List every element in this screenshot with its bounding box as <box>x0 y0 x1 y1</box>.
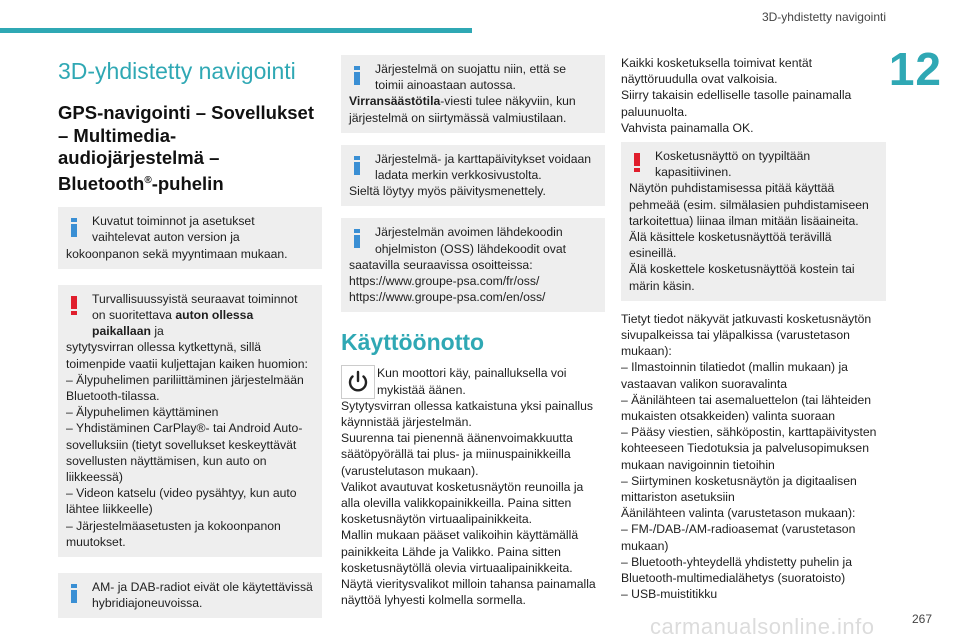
running-head: 3D-yhdistetty navigointi <box>761 10 886 24</box>
info-box-radio <box>58 573 322 618</box>
warning-text-post: ja <box>150 324 164 339</box>
info-icon <box>354 229 360 248</box>
section-title-startup: Käyttöönotto <box>341 329 485 356</box>
info-icon <box>71 218 77 237</box>
warning-box-text: Kosketusnäyttö on tyypiltään kapasitiivinen. <box>655 149 811 180</box>
info-box-text-rest: Sieltä löytyy myös päivitysmenettely. <box>349 184 546 199</box>
subtitle-main: GPS-navigointi – Sovellukset – Multimedia-audiojärjestelmä – Bluetooth <box>58 102 314 194</box>
warning-icon <box>71 296 77 315</box>
warning-box-screen <box>621 142 886 301</box>
sidebar-info-text: Tietyt tiedot näkyvät jatkuvasti kosketusnäytön sivupalkeissa tai yläpalkissa (varustetason mukaan): – Ilmastoinnin tilatiedot (mallin mukaan) ja vastaavan valikon suoravalinta – Äänilähteen tai asemaluettelon (tai lähteiden mukaisten otsakkeiden) valinta suoraan – Pääsy viestien, sähköpostin, karttapäivitysten kohteeseen Tiedotuksia ja palvelusopimuksen mukaan navigoinnin tietoihin – Siirtyminen kosketusnäytön ja digitaalisen mittariston asetuksiin Äänilähteen valinta (varustetason mukaan): – FM-/DAB-/AM-radioasemat (varustetason mukaan) – Bluetooth-yhteydellä yhdistetty puhelin ja Bluetooth-multimedialähetys (suoratoisto) – USB-muistitikku <box>621 311 877 602</box>
section-subtitle <box>58 102 322 195</box>
info-box-text: Kuvatut toiminnot ja asetukset vaihtelevat auton version ja <box>92 214 255 245</box>
subtitle-end: -puhelin <box>151 172 224 194</box>
column-right <box>621 55 886 603</box>
warning-text-bold: auton ollessa paikallaan <box>92 307 254 339</box>
startup-body: Sytytysvirran ollessa katkaistuna yksi painallus käynnistää järjestelmän. Suurenna tai pienennä äänenvoimakkuutta säätöpyörällä tai plus- ja miinuspainikkeilla (varustelutason mukaan). Valikot avautuvat kosketusnäytön reunoilla ja alla olevilla valikkopainikkeilla. Paina sitten kosketusnäytön virtuaalipainikkeita. Mallin mukaan pääset valikoihin käyttämällä painikkeita Lähde ja Valikko. Paina sitten kosketusnäytöllä olevia virtuaalipainikkeita. Näytä vieritysvalikot milloin tahansa painamalla näyttöä lyhyesti kolmella sormella. <box>341 398 596 608</box>
info-box-text-rest: saatavilla seuraavissa osoitteissa: https://www.groupe-psa.com/fr/oss/ https://www.groupe-psa.com/en/oss/ <box>349 257 546 305</box>
chapter-number: 12 <box>888 43 942 95</box>
touch-intro: Kaikki kosketuksella toimivat kentät näyttöruudulla ovat valkoisia. Siirry takaisin edelliselle tasolle painamalla paluunuolta. Vahvista painamalla OK. <box>621 56 852 135</box>
warning-icon <box>634 153 640 172</box>
warning-box-text <box>66 291 314 340</box>
warning-box-safety <box>58 285 322 557</box>
power-instruction <box>341 365 605 397</box>
info-icon <box>354 156 360 175</box>
info-box-text: Järjestelmä on suojattu niin, että se toimii ainoastaan autossa. <box>375 62 567 93</box>
page-number: 267 <box>911 612 932 626</box>
info-icon <box>354 66 360 85</box>
column-middle <box>341 55 605 608</box>
info-box-protection <box>341 55 605 133</box>
info-box-text-rest: -viesti tulee näkyviin, kun järjestelmä on siirtymässä valmiustilaan. <box>349 94 576 125</box>
info-box-text: Järjestelmän avoimen lähdekoodin ohjelmiston (OSS) lähdekoodit ovat <box>375 225 567 256</box>
column-left <box>58 55 322 618</box>
warning-box-text-rest: Näytön puhdistamisessa pitää käyttää pehmeää (esim. silmälasien puhdistamiseen tarkoitettua) liinaa ilman mitään lisäaineita. Älä käsittele kosketusnäyttöä terävillä esineillä. Älä koskettele kosketusnäyttöä kostein tai märin käsin. <box>629 181 869 293</box>
page-title: 3D-yhdistetty navigointi <box>58 58 296 84</box>
info-box-versions <box>58 207 322 269</box>
info-box-text: AM- ja DAB-radiot eivät ole käytettävissä hybridiajoneuvoissa. <box>92 580 313 611</box>
info-box-text-rest: kokoonpanon sekä myyntimaan mukaan. <box>66 246 288 261</box>
power-text: Kun moottori käy, painalluksella voi mykistää äänen. <box>377 366 567 397</box>
power-button-icon <box>341 365 375 399</box>
registered-mark: ® <box>144 174 152 186</box>
watermark: carmanualsonline.info <box>650 614 875 639</box>
info-box-updates <box>341 145 605 207</box>
warning-box-text-rest: sytytysvirran ollessa kytkettynä, sillä toimenpide vaatii kuljettajan kaiken huomion: – Älypuhelimen pariliittäminen järjestelmään Bluetooth-tilassa. – Älypuhelimen käyttäminen – Yhdistäminen CarPlay®- tai Android Auto-sovelluksiin (tietyt sovellukset keskeyttävät sovellusten näyttämisen, kun auto on liikkeessä) – Videon katselu (video pysähtyy, kun auto lähtee liikkeelle) – Järjestelmäasetusten ja kokoonpanon muutokset. <box>66 340 308 549</box>
warning-text-pre: Turvallisuussyistä seuraavat toiminnot on suoritettava <box>92 291 298 322</box>
info-box-text: Järjestelmä- ja karttapäivitykset voidaan ladata merkin verkkosivustolta. <box>375 151 592 183</box>
info-box-oss <box>341 218 605 312</box>
info-box-bold: Virransäästötila <box>349 94 441 109</box>
header-accent-bar <box>0 28 472 33</box>
info-icon <box>71 584 77 603</box>
